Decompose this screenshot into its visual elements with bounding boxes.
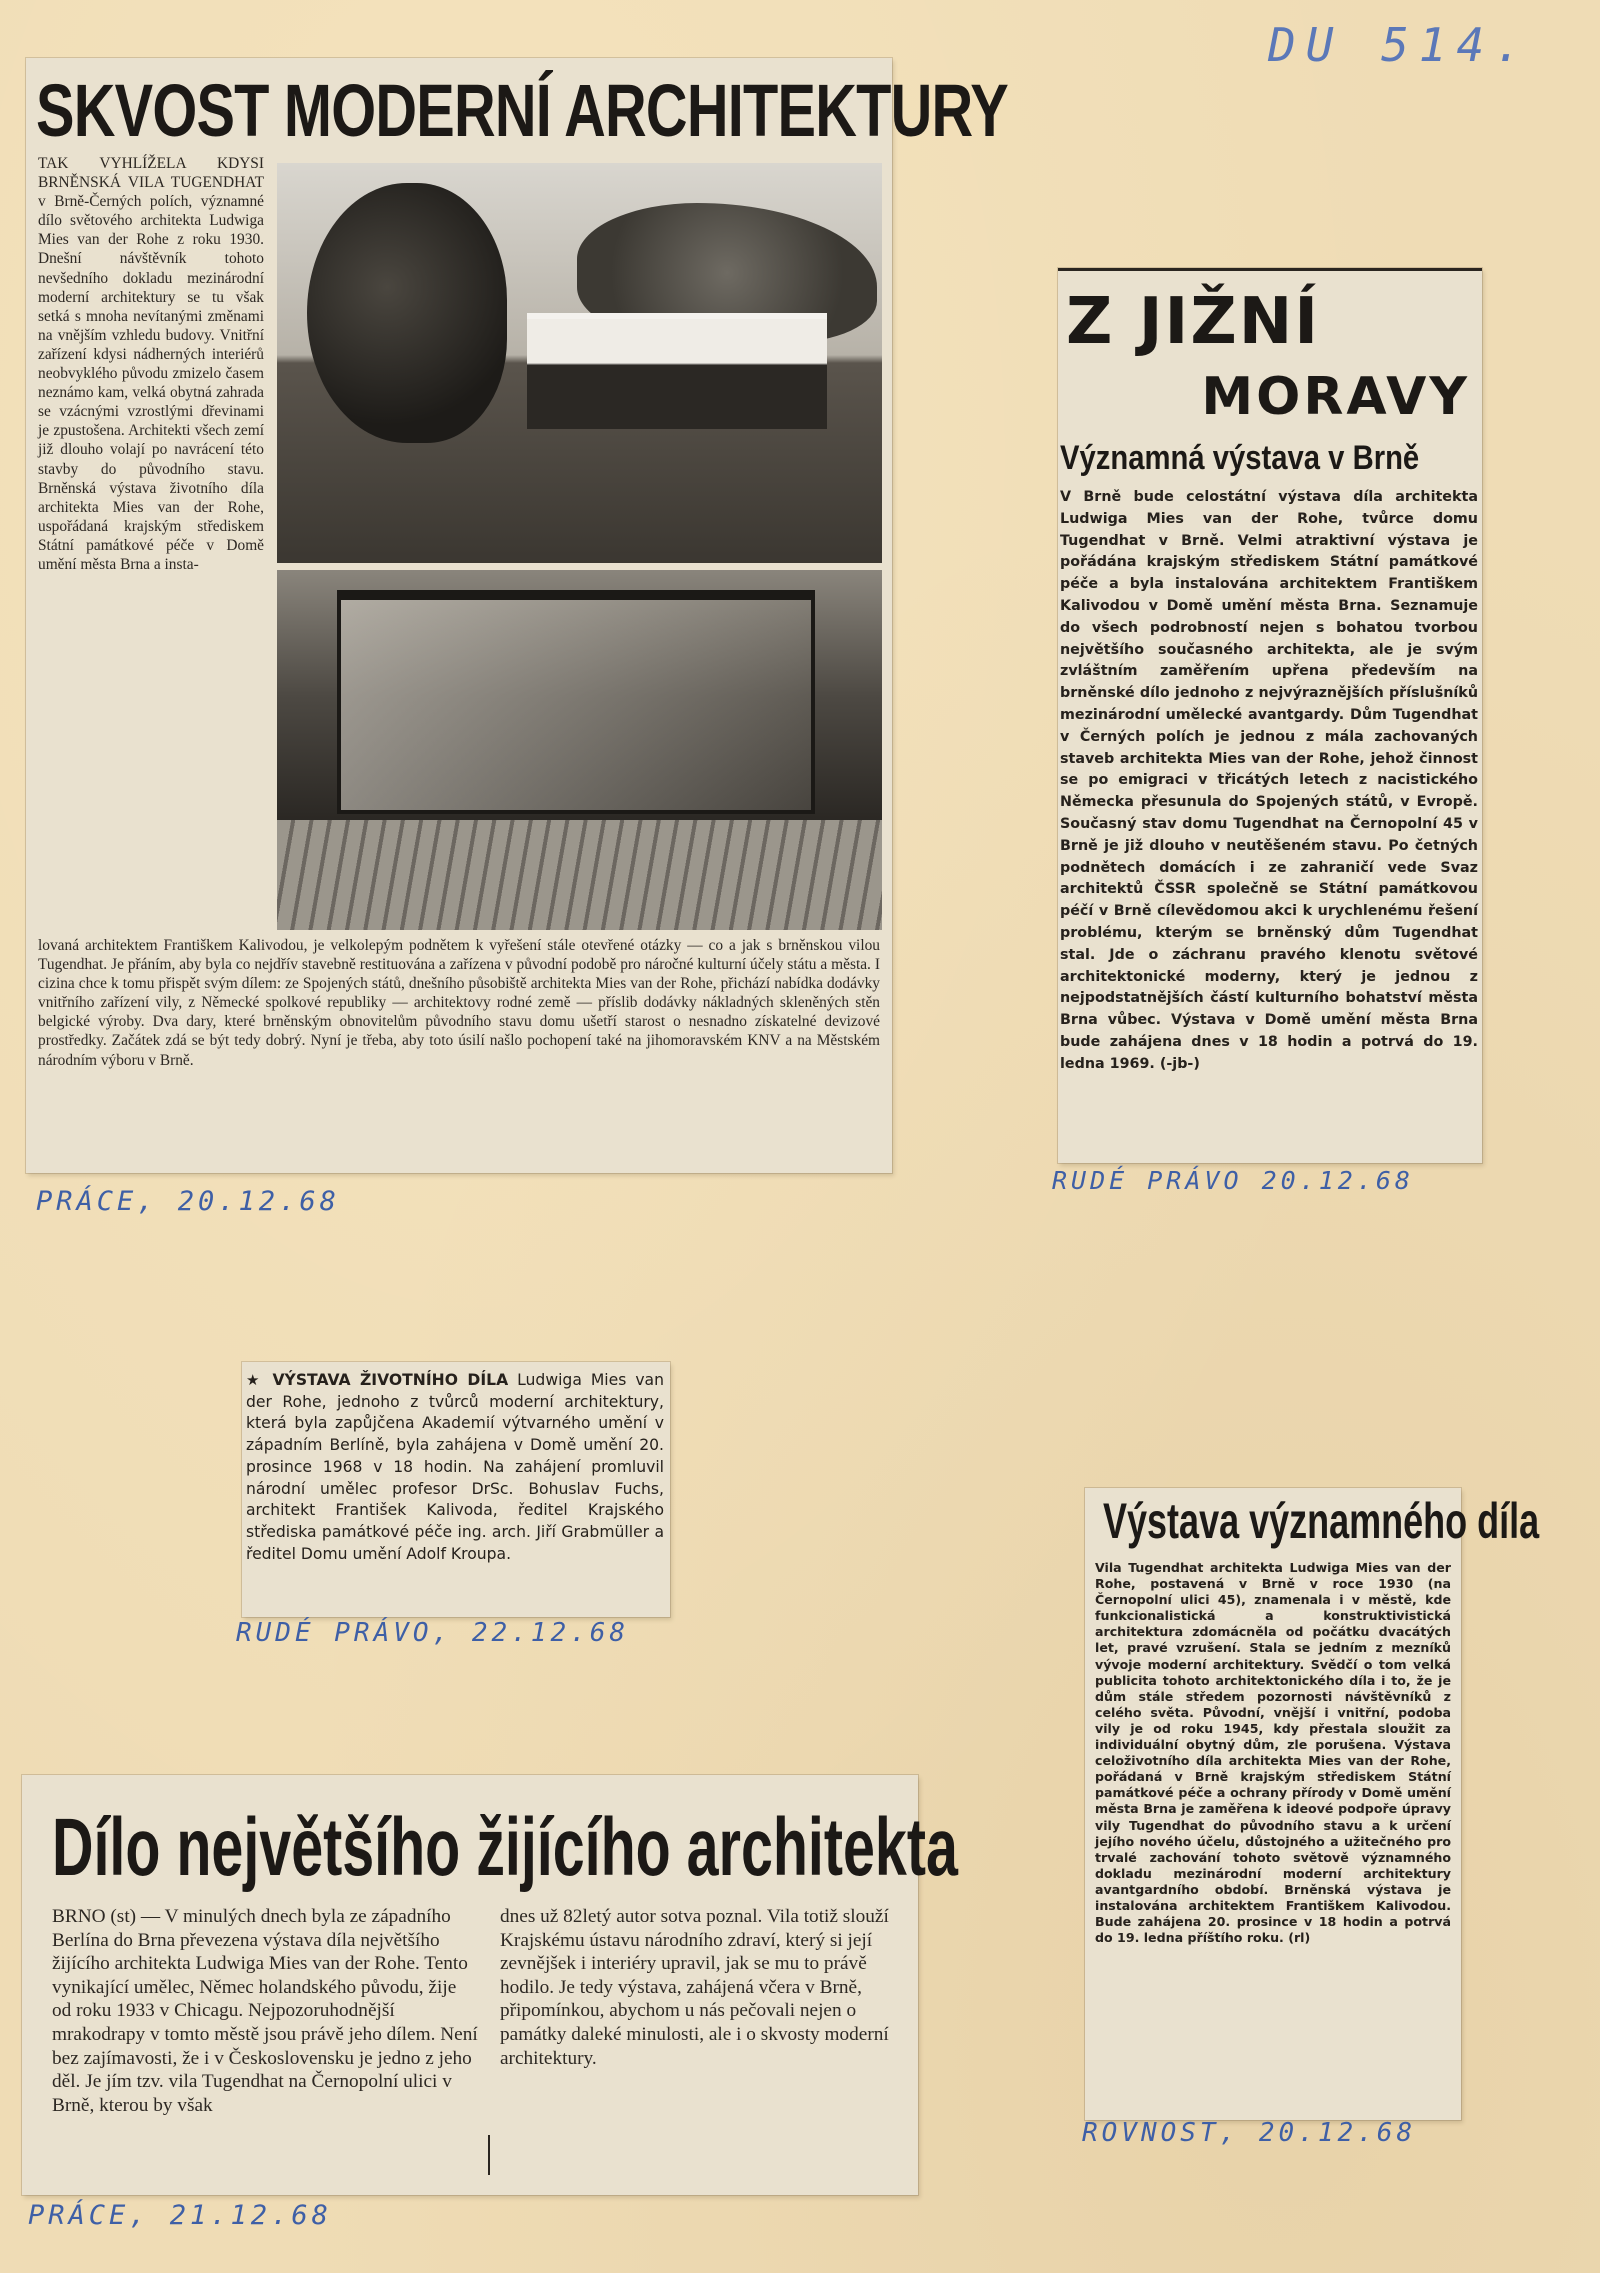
source-note-rovnost: ROVNOST, 20.12.68 (1082, 2118, 1417, 2148)
subheadline: Významná výstava v Brně (1060, 439, 1420, 477)
source-note-prace-20: PRÁCE, 20.12.68 (36, 1186, 340, 1217)
headline-skvost: SKVOST MODERNÍ ARCHITEKTURY (36, 69, 1008, 152)
star-icon: ★ (246, 1371, 264, 1389)
clipping-z-jizni-moravy (1058, 268, 1482, 1163)
clipping-vystava-zivotniho-dila (242, 1362, 670, 1617)
clipping-skvost (26, 58, 1008, 1173)
column-divider (488, 2135, 490, 2175)
article-lead: VÝSTAVA ŽIVOTNÍHO DÍLA (272, 1371, 509, 1389)
article-body: Ludwiga Mies van der Rohe, jednoho z tvůrců moderní architektury, která byla zapůjčena Akademií výtvarného umění v západním Berlíně, byla zahájena v Domě umění 20. prosince 1968 v 18 hodin. Na zahájení promluvil národní umělec profesor DrSc. Bohuslav Fuchs, architekt František Kalivoda, ředitel Krajského střediska památkové péče ing. arch. Jiří Grabmüller a ředitel Domu umění Adolf Kroupa. (246, 1371, 664, 1563)
photo-villa-interior (277, 570, 882, 930)
headline-z-jizni: Z JIŽNÍ (1066, 285, 1321, 359)
article-text: Vila Tugendhat architekta Ludwiga Mies van der Rohe, postavená v Brně v roce 1930 (na Černopolní ulici 45), znamenala i v městě, kde funkcionalistická a konstruktivistická architektura zdomácněla od počátku dvacátých let, pravé vzrušení. Stala se jedním z mezníků vývoje moderní architektury. Svědčí o tom velká publicita tohoto architektonického díla i to, že je dům stále středem pozornosti návštěvníků z celého světa. Původní, vnější i vnitřní, podoba vily je od roku 1945, kdy přestala sloužit za individuální obytný dům, zle porušena. Výstava celoživotního díla architekta Mies van der Rohe, pořádaná v Brně krajským střediskem Státní památkové péče a ochrany přírody v Domě umění města Brna je zaměřena k ideové podpoře úpravy vily Tugendhat do původního stavu a k určení jejího nového účelu, důstojného a užitečného pro trvalé zachování tohoto světově významného dokladu mezinárodní moderní architektury avantgardního období. Brněnská výstava je instalována architektem Františkem Kalivodou. Bude zahájena 20. prosince v 18 hodin a potrvá do 19. ledna příštího roku. (rl) (1095, 1560, 1451, 1946)
article-text-col1: BRNO (st) — V minulých dnech byla ze západního Berlína do Brna převezena výstava díla největšího žijícího architekta Ludwiga Mies van der Rohe. Tento vynikající umělec, Němec holandského původu, žije od roku 1933 v Chicagu. Nejpozoruhodnější mrakodrapy v tomto městě jsou právě jeho dílem. Není bez zajímavosti, že i v Československu je jedno z jeho děl. Je jím tzv. vila Tugendhat na Černopolní ulici v Brně, kterou by však (52, 1906, 478, 2116)
source-note-rude-pravo-22: RUDÉ PRÁVO, 22.12.68 (236, 1618, 630, 1648)
source-note-prace-21: PRÁCE, 21.12.68 (28, 2200, 332, 2231)
article-text-col2: dnes už 82letý autor sotva poznal. Vila totiž slouží Krajskému ústavu národního zdraví, který si její zevnějšek i interiéry upravil, jak se mu to právě hodilo. Je tedy výstava, zahájená včera v Brně, připomínkou, abychom u nás pečovali nejen o památky daleké minulosti, ale i o skvosty moderní architektury. (500, 1906, 889, 2069)
article-text: V Brně bude celostátní výstava díla architekta Ludwiga Mies van der Rohe, tvůrce domu Tugendhat v Brně. Velmi atraktivní výstava je pořádána krajským střediskem Státní památkové péče a byla instalována architektem Františkem Kalivodou v Domě umění města Brna. Seznamuje do všech podrobností nejen s bohatou tvorbou největšího současného architekta, ale je svým zvláštním zaměřením upřena především na brněnské dílo jednoho z nejvýraznějších příslušníků mezinárodní umělecké avantgardy. Dům Tugendhat v Černých polích je jednou z mála zachovaných staveb architekta Mies van der Rohe, jehož činnost se po emigraci v třicátých letech z nacistického Německa přesunula do Spojených států, v Evropě. Současný stav domu Tugendhat na Černopolní 45 v Brně je již dlouho v neutěšeném stavu. Po četných podnětech domácích i ze zahraničí vede Svaz architektů ČSSR společně se Státní památkovou péčí v Brně cílevědomou akci k urychlenému řešení problému, kterým se brněnský dům Tugendhat stal. Jde o záchranu pravého klenotu světové architektonické moderny, který je jednou z nejpodstatnějších částí kulturního bohatství města Brna vůbec. Výstava v Domě umění města Brna bude zahájena dnes v 18 hodin a potrvá do 19. ledna 1969. (-jb-) (1060, 489, 1478, 1072)
headline-dilo: Dílo největšího žijícího architekta (52, 1802, 958, 1893)
article-text-wide: lovaná architektem Františkem Kalivodou, je velkolepým podnětem k vyřešení stále otevřené otázky — co a jak s brněnskou vilou Tugendhat. Je přáním, aby byla co nejdřív stavebně restituována a zařízena v původní podobě pro náročné kulturní účely státu a města. I cizina chce k tomu přispět svým dílem: ze Spojených států, dnešního působiště architekta Mies van der Rohe, přichází nabídka dodávky vnitřního zařízení vily, z Německé spolkové republiky — architektovy rodné země — příslib dodávky nákladných skleněných stěn belgické výroby. Dva dary, které brněnským obnovitelům původního stavu domu ušetří starost o nesnadno získatelné devizové prostředky. Začátek zdá se být tedy dobrý. Nyní je třeba, aby toto úsilí našlo pochopení také na jihomoravském KNV a na Městském národním výboru v Brně. (38, 937, 880, 1069)
clipping-dilo-nejvetsiho (22, 1775, 958, 2195)
headline-moravy: MORAVY (1201, 367, 1470, 427)
headline-vystava: Výstava významného díla (1103, 1493, 1540, 1549)
photo-villa-exterior (277, 163, 882, 563)
clipping-vystava-vyznamneho-dila (1085, 1488, 1540, 2120)
article-text (246, 1370, 664, 1565)
article-text-column: TAK VYHLÍŽELA KDYSI BRNĚNSKÁ VILA TUGENDHAT v Brně-Černých polích, významné dílo světového architekta Ludwiga Mies van der Rohe z roku 1930. Dnešní návštěvník tohoto nevšedního dokladu mezinárodní moderní architektury se tu však setká s mnoha nevítanými změnami na vnějším vzhledu budovy. Vnitřní zařízení kdysi nádherných interiérů neobvyklého původu zmizelo časem neznámo kam, velká obytná zahrada se vzácnými vzrostlými dřevinami je zpustošena. Architekti všech zemí již dlouho volají po navrácení této stavby do původního stavu. Brněnská výstava životního díla architekta Mies van der Rohe, uspořádaná krajským střediskem Státní památkové péče v Domě umění města Brna a insta- (38, 155, 264, 573)
archive-mark: DU 514. (1268, 18, 1532, 72)
source-note-rude-pravo-20: RUDÉ PRÁVO 20.12.68 (1052, 1166, 1414, 1195)
